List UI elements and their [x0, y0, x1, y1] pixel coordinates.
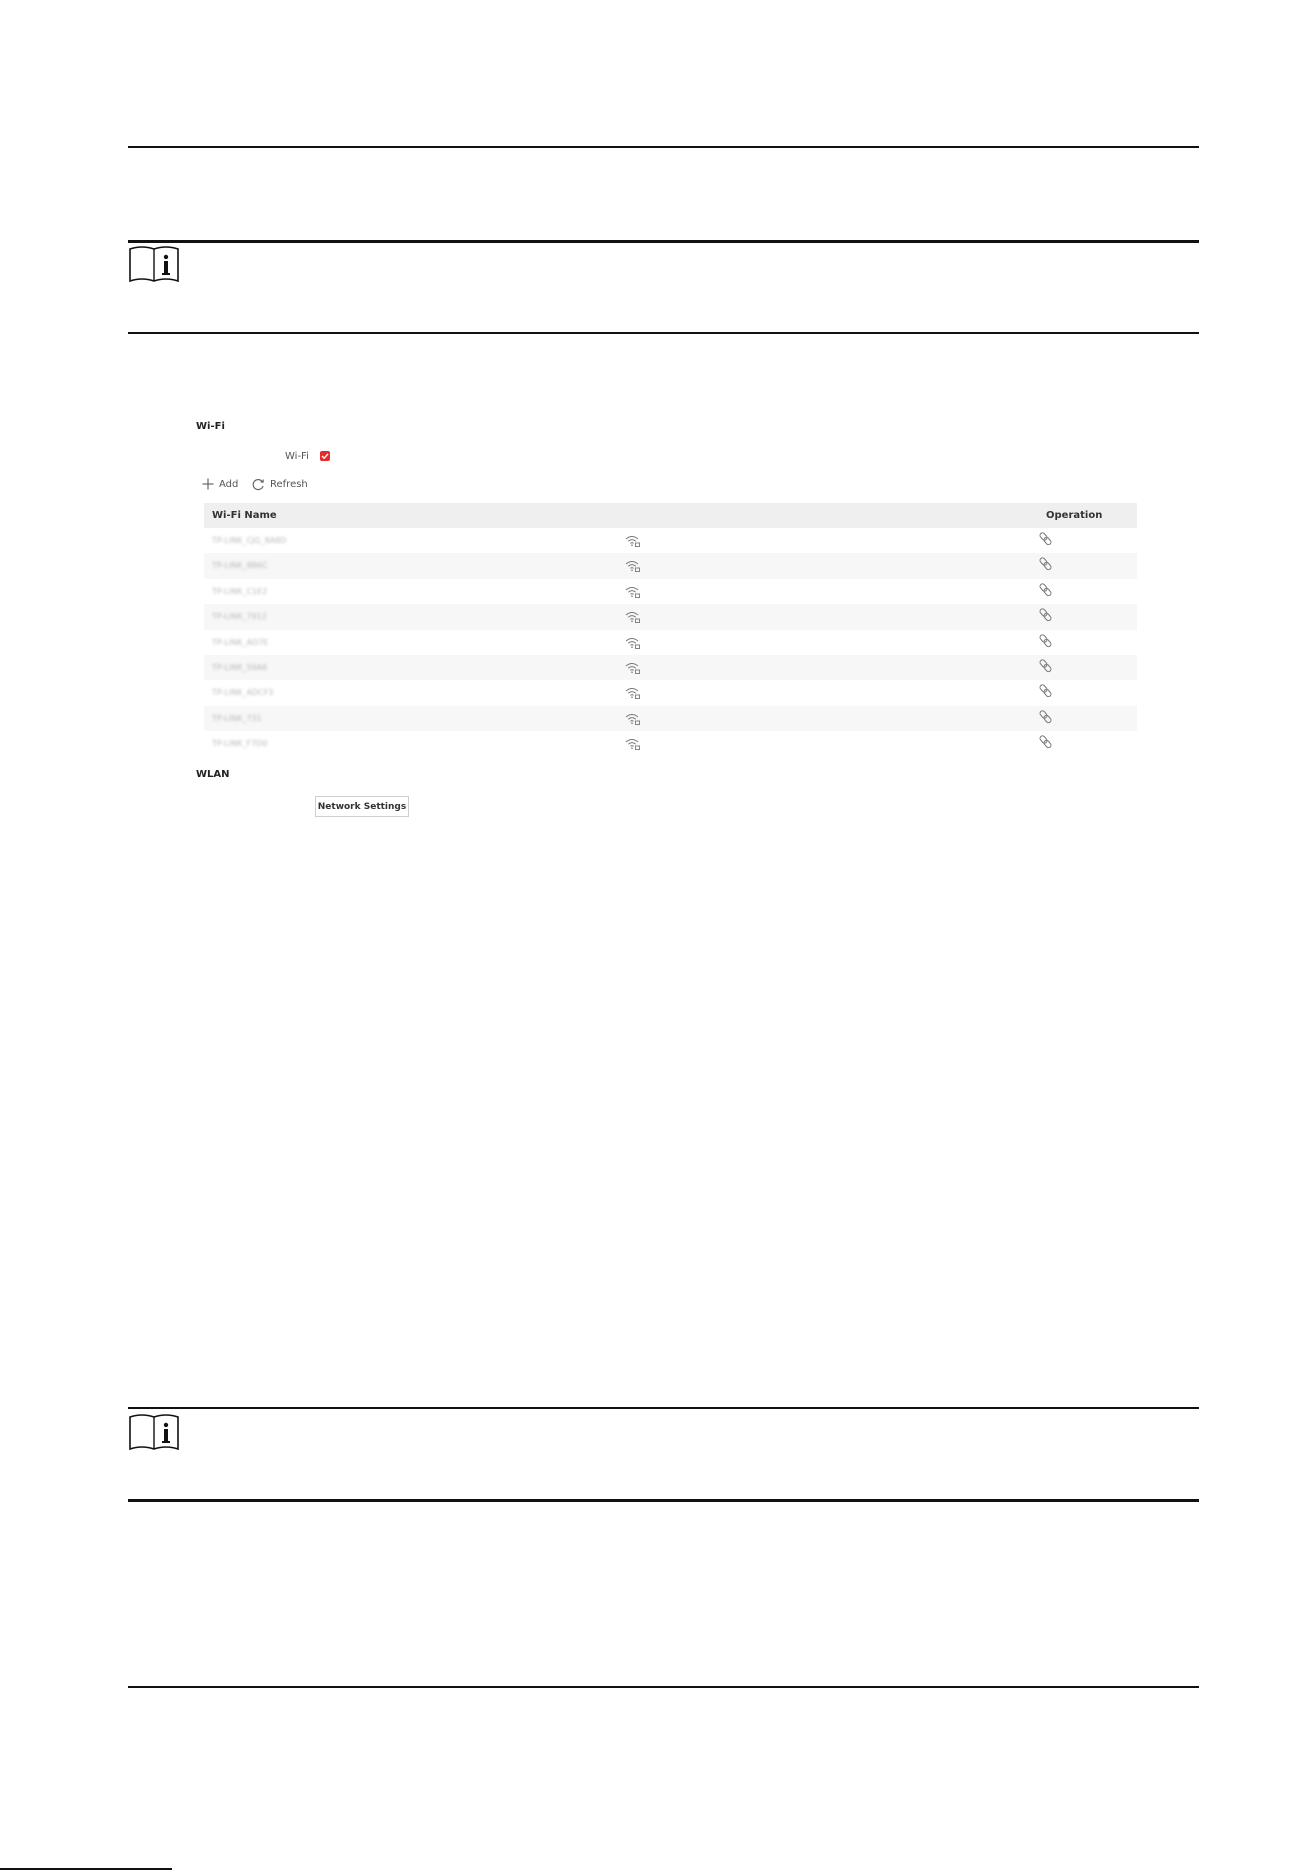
plus-icon — [202, 478, 214, 490]
table-row — [204, 528, 1137, 553]
wifi-name: TP-LINK_CJG_8A8D — [212, 536, 287, 545]
add-label: Add — [219, 478, 239, 490]
wifi-locked-icon — [625, 586, 641, 599]
col-header-operation: Operation — [1046, 510, 1103, 521]
table-row — [204, 604, 1137, 629]
table-header — [204, 503, 1137, 528]
wifi-enable-checkbox[interactable] — [320, 451, 330, 461]
page-header-rule — [128, 146, 1199, 148]
wifi-table — [204, 503, 1137, 757]
refresh-button[interactable] — [252, 476, 308, 492]
wifi-locked-icon — [625, 535, 641, 548]
network-settings-button[interactable]: Network Settings — [315, 796, 409, 817]
table-row — [204, 655, 1137, 680]
note-bottom-rule — [128, 332, 1199, 334]
wifi-locked-icon — [625, 687, 641, 700]
wifi-name: TP-LINK_F7D0 — [212, 739, 268, 749]
note-info-icon — [128, 245, 180, 285]
wifi-name: TP-LINK_AD7E — [212, 637, 269, 647]
wifi-locked-icon — [625, 713, 641, 726]
wifi-locked-icon — [625, 560, 641, 573]
table-row — [204, 630, 1137, 655]
table-body — [204, 528, 1137, 757]
table-row — [204, 731, 1137, 756]
refresh-icon — [252, 478, 265, 491]
link-icon[interactable] — [1038, 607, 1054, 623]
table-row — [204, 680, 1137, 705]
note-top-rule-2 — [128, 1407, 1199, 1409]
table-row — [204, 706, 1137, 731]
wifi-toggle-label: Wi-Fi — [285, 451, 309, 462]
add-button[interactable] — [202, 476, 238, 492]
note-info-icon — [128, 1413, 180, 1453]
wifi-name: TP-LINK_8B6C — [212, 561, 268, 571]
link-icon[interactable] — [1038, 658, 1054, 674]
wifi-locked-icon — [625, 662, 641, 675]
wifi-name: TP-LINK_59A6 — [212, 662, 268, 672]
col-header-wifi-name: Wi-Fi Name — [212, 510, 277, 521]
link-icon[interactable] — [1038, 683, 1054, 699]
wifi-name: TP-LINK_C1E2 — [212, 586, 268, 596]
link-icon[interactable] — [1038, 734, 1054, 750]
wifi-locked-icon — [625, 637, 641, 650]
table-row — [204, 553, 1137, 578]
bottom-edge-line — [0, 1868, 172, 1870]
wifi-name: TP-LINK_731 — [212, 713, 262, 723]
link-icon[interactable] — [1038, 582, 1054, 598]
link-icon[interactable] — [1038, 709, 1054, 725]
table-row — [204, 579, 1137, 604]
refresh-label: Refresh — [270, 478, 308, 490]
wifi-name: TP-LINK_ADCF3 — [212, 688, 274, 698]
note-bottom-rule-2 — [128, 1499, 1199, 1502]
link-icon[interactable] — [1038, 531, 1054, 547]
wifi-locked-icon — [625, 611, 641, 624]
link-icon[interactable] — [1038, 633, 1054, 649]
page-footer-rule — [128, 1686, 1199, 1688]
wifi-name: TP-LINK_7912 — [212, 612, 267, 622]
wifi-section-title: Wi-Fi — [196, 421, 225, 432]
wifi-locked-icon — [625, 738, 641, 751]
link-icon[interactable] — [1038, 556, 1054, 572]
wlan-section-title: WLAN — [196, 769, 230, 780]
note-top-rule — [128, 240, 1199, 243]
